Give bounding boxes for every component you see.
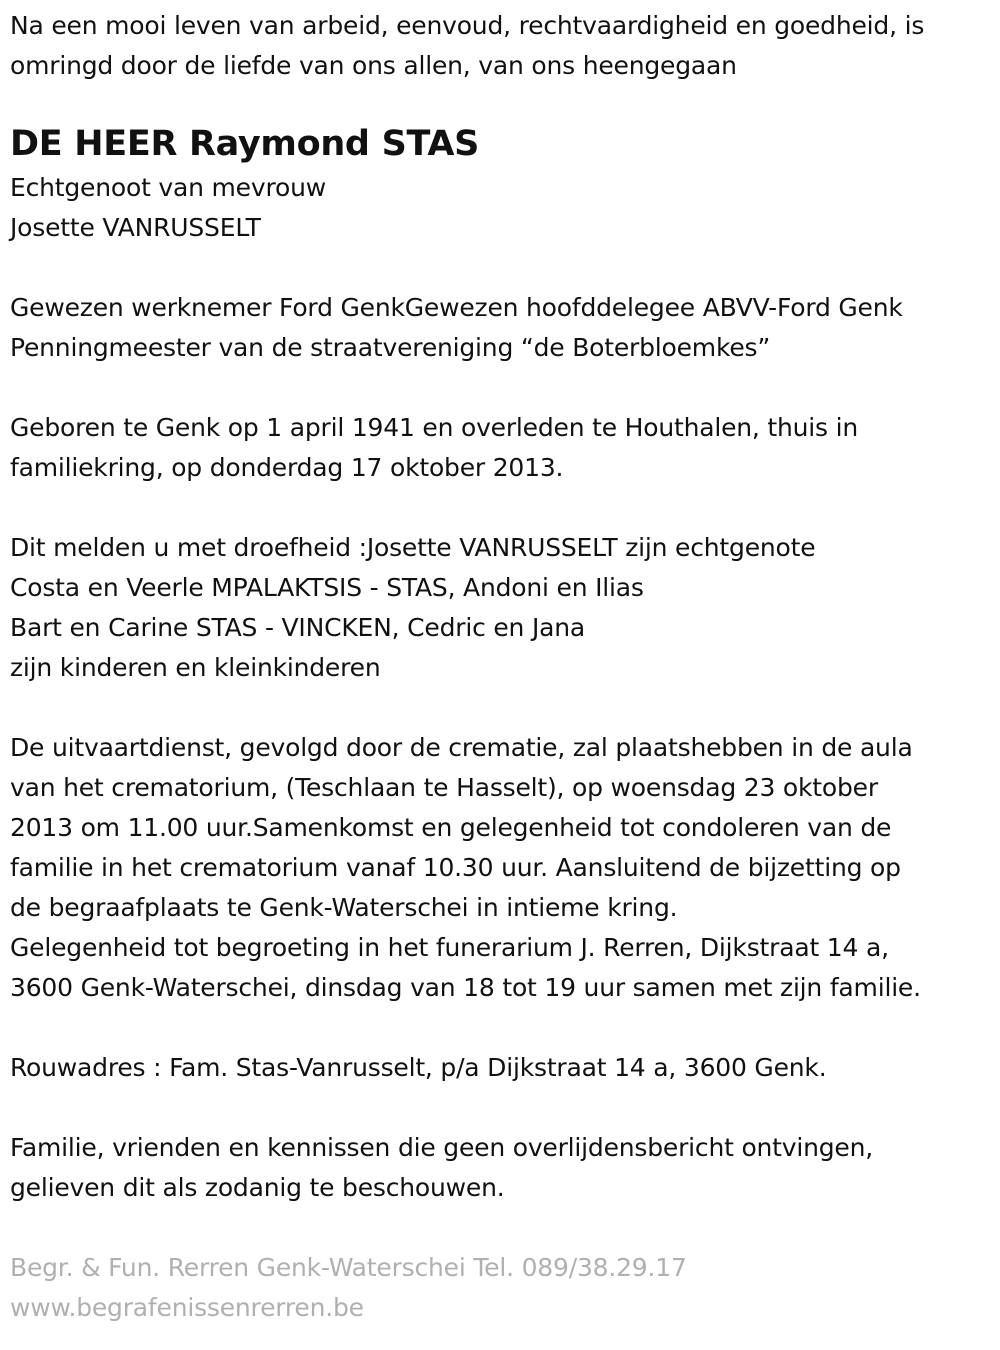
career-line: Gewezen werknemer Ford GenkGewezen hoofddelegee ABVV-Ford Genk [10, 293, 903, 322]
family-line: zijn kinderen en kleinkinderen [10, 653, 381, 682]
family-line: Dit melden u met droefheid :Josette VANRUSSELT zijn echtgenote [10, 533, 816, 562]
spacer [10, 248, 995, 288]
footer-website: www.begrafenissenrerren.be [10, 1293, 364, 1322]
family-paragraph [10, 528, 995, 688]
spacer [10, 1088, 995, 1128]
spacer [10, 1008, 995, 1048]
funeral-line: 3600 Genk-Waterschei, dinsdag van 18 tot 19 uur samen met zijn familie. [10, 973, 921, 1002]
spacer [10, 488, 995, 528]
spacer [10, 688, 995, 728]
intro-line: omringd door de liefde van ons allen, van ons heengegaan [10, 51, 737, 80]
obituary-notice [10, 6, 995, 1328]
family-line: Bart en Carine STAS - VINCKEN, Cedric en Jana [10, 613, 585, 642]
birth-death-paragraph [10, 408, 995, 488]
notice-line: Familie, vrienden en kennissen die geen overlijdensbericht ontvingen, [10, 1133, 874, 1162]
intro-paragraph [10, 6, 995, 86]
spouse-block [10, 168, 995, 248]
spacer [10, 1208, 995, 1248]
spacer [10, 368, 995, 408]
intro-line: Na een mooi leven van arbeid, eenvoud, rechtvaardigheid en goedheid, is [10, 11, 925, 40]
funeral-line: Gelegenheid tot begroeting in het funerarium J. Rerren, Dijkstraat 14 a, [10, 933, 889, 962]
funeral-paragraph [10, 728, 995, 1008]
notice-paragraph [10, 1128, 995, 1208]
mourning-address: Rouwadres : Fam. Stas-Vanrusselt, p/a Dijkstraat 14 a, 3600 Genk. [10, 1053, 827, 1082]
funeral-line: van het crematorium, (Teschlaan te Hasselt), op woensdag 23 oktober [10, 773, 878, 802]
funeral-line: de begraafplaats te Genk-Waterschei in intieme kring. [10, 893, 678, 922]
birth-death-line: familiekring, op donderdag 17 oktober 2013. [10, 453, 564, 482]
career-paragraph [10, 288, 995, 368]
funeral-line: familie in het crematorium vanaf 10.30 uur. Aansluitend de bijzetting op [10, 853, 901, 882]
notice-line: gelieven dit als zodanig te beschouwen. [10, 1173, 505, 1202]
family-line: Costa en Veerle MPALAKTSIS - STAS, Andoni en Ilias [10, 573, 644, 602]
footer [10, 1248, 995, 1328]
spouse-line: Echtgenoot van mevrouw [10, 173, 326, 202]
deceased-name: DE HEER Raymond STAS [10, 124, 480, 164]
funeral-line: De uitvaartdienst, gevolgd door de crematie, zal plaatshebben in de aula [10, 733, 913, 762]
funeral-line: 2013 om 11.00 uur.Samenkomst en gelegenheid tot condoleren van de [10, 813, 892, 842]
birth-death-line: Geboren te Genk op 1 april 1941 en overleden te Houthalen, thuis in [10, 413, 859, 442]
address-paragraph [10, 1048, 995, 1088]
spouse-line: Josette VANRUSSELT [10, 213, 261, 242]
footer-contact: Begr. & Fun. Rerren Genk-Waterschei Tel. 089/38.29.17 [10, 1253, 687, 1282]
career-line: Penningmeester van de straatvereniging “de Boterbloemkes” [10, 333, 771, 362]
